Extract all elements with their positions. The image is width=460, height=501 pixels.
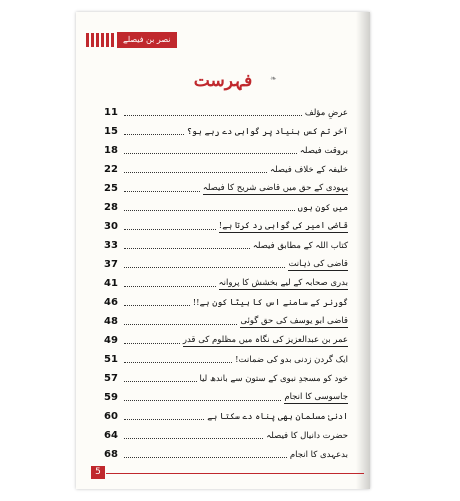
toc-entry-title: ادنیٰ مسلمان بھی پناہ دے سکتا ہے	[207, 412, 348, 422]
toc-entry-title: یہودی کے حق میں قاضی شریح کا فیصلہ	[202, 183, 348, 193]
toc-entry-title: کتاب اللہ کے مطابق فیصلہ	[252, 241, 348, 251]
stripe	[106, 33, 109, 47]
toc-entry[interactable]	[104, 233, 348, 252]
toc-entry-title: حضرت دانیال کا فیصلہ	[266, 431, 348, 441]
dot-leader	[124, 399, 281, 401]
dot-leader	[124, 380, 197, 382]
dot-leader	[124, 228, 216, 230]
dot-leader	[124, 171, 267, 173]
dot-leader	[124, 342, 180, 344]
footer-rule	[106, 473, 364, 474]
toc-entry[interactable]	[104, 271, 348, 290]
toc-entry[interactable]	[104, 214, 348, 233]
toc-entry[interactable]	[104, 442, 348, 461]
toc-page-number: 25	[104, 183, 118, 194]
toc-entry-title: بدری صحابہ کے لیے بخشش کا پروانہ	[218, 278, 348, 288]
toc-entry-title: عرضِ مؤلف	[304, 108, 348, 118]
toc-page-number: 15	[104, 126, 118, 137]
ornament-icon: ❧	[270, 74, 277, 83]
toc-page-number: 68	[104, 449, 118, 460]
toc-page-number: 28	[104, 202, 118, 213]
toc-page-number: 37	[104, 259, 118, 270]
toc-entry[interactable]	[104, 119, 348, 138]
toc-page-number: 49	[104, 335, 118, 346]
toc-entry[interactable]	[104, 423, 348, 442]
dot-leader	[124, 152, 297, 154]
dot-leader	[124, 114, 302, 116]
toc-page-number: 41	[104, 278, 118, 289]
toc-entry-title: بروقت فیصلہ	[299, 146, 348, 156]
book-title-tag: نصر بن فیصلے	[117, 32, 177, 48]
toc-entry-title: قاضی کی ذہانت	[288, 259, 348, 269]
toc-entry-title: خلیفہ کے خلاف فیصلہ	[270, 165, 348, 175]
toc-entry-title: جاسوسی کا انجام	[284, 392, 348, 402]
toc-entry[interactable]	[104, 290, 348, 309]
toc-entry-title: میں کون ہوں	[297, 203, 348, 213]
toc-page-number: 46	[104, 297, 118, 308]
toc-entry-title: گورنر کے سامنے اس کا بیٹا کون ہے!!	[192, 298, 348, 308]
toc-entry[interactable]	[104, 157, 348, 176]
toc-page-number: 60	[104, 411, 118, 422]
book-page	[76, 12, 370, 489]
toc-page-number: 57	[104, 373, 118, 384]
dot-leader	[124, 456, 287, 458]
stripe-ornament	[86, 33, 114, 47]
toc-page-number: 18	[104, 145, 118, 156]
toc-entry[interactable]	[104, 309, 348, 328]
dot-leader	[124, 209, 295, 211]
toc-heading: فہرست	[193, 71, 253, 91]
toc-entry[interactable]	[104, 176, 348, 195]
toc-entry[interactable]	[104, 347, 348, 366]
toc-page-number: 11	[104, 107, 118, 118]
toc-entry[interactable]	[104, 366, 348, 385]
toc-entry-title: آخر تم کس بنیاد پر گواہی دے رہے ہو؟	[186, 127, 348, 137]
stripe	[91, 33, 94, 47]
toc-entry-title: خود کو مسجدِ نبوی کے ستون سے باندھ لیا	[199, 374, 348, 384]
dot-leader	[124, 304, 190, 306]
toc-entry[interactable]	[104, 138, 348, 157]
toc-entry-title: عمر بن عبدالعزیز کی نگاہ میں مظلوم کی قدر	[182, 335, 348, 345]
toc-entry[interactable]	[104, 404, 348, 423]
toc-entry-title: قاضی امیر کی گواہی رد کرتا ہے!	[218, 221, 348, 231]
dot-leader	[124, 418, 204, 420]
toc-page-number: 51	[104, 354, 118, 365]
dot-leader	[124, 285, 216, 287]
dot-leader	[124, 190, 200, 192]
toc-entry[interactable]	[104, 100, 348, 119]
dot-leader	[124, 247, 250, 249]
toc-entry[interactable]	[104, 195, 348, 214]
dot-leader	[124, 361, 232, 363]
dot-leader	[124, 266, 285, 268]
toc-entry-title: بدعہدی کا انجام	[289, 450, 348, 460]
page-number: 5	[91, 466, 105, 479]
toc-entry-title: ایک گردن زدنی بدو کی ضمانت!	[235, 355, 348, 365]
dot-leader	[124, 323, 237, 325]
dot-leader	[124, 437, 263, 439]
dot-leader	[124, 133, 184, 135]
toc-page-number: 22	[104, 164, 118, 175]
toc-list	[104, 100, 348, 461]
toc-page-number: 33	[104, 240, 118, 251]
stripe	[111, 33, 114, 47]
toc-entry-title: قاضی ابو یوسف کی حق گوئی	[240, 316, 348, 326]
toc-entry[interactable]	[104, 328, 348, 347]
stripe	[96, 33, 99, 47]
toc-page-number: 48	[104, 316, 118, 327]
toc-entry[interactable]	[104, 385, 348, 404]
toc-page-number: 64	[104, 430, 118, 441]
toc-page-number: 59	[104, 392, 118, 403]
chapter-tab	[86, 32, 177, 48]
stripe	[86, 33, 89, 47]
stripe	[101, 33, 104, 47]
toc-entry[interactable]	[104, 252, 348, 271]
toc-page-number: 30	[104, 221, 118, 232]
